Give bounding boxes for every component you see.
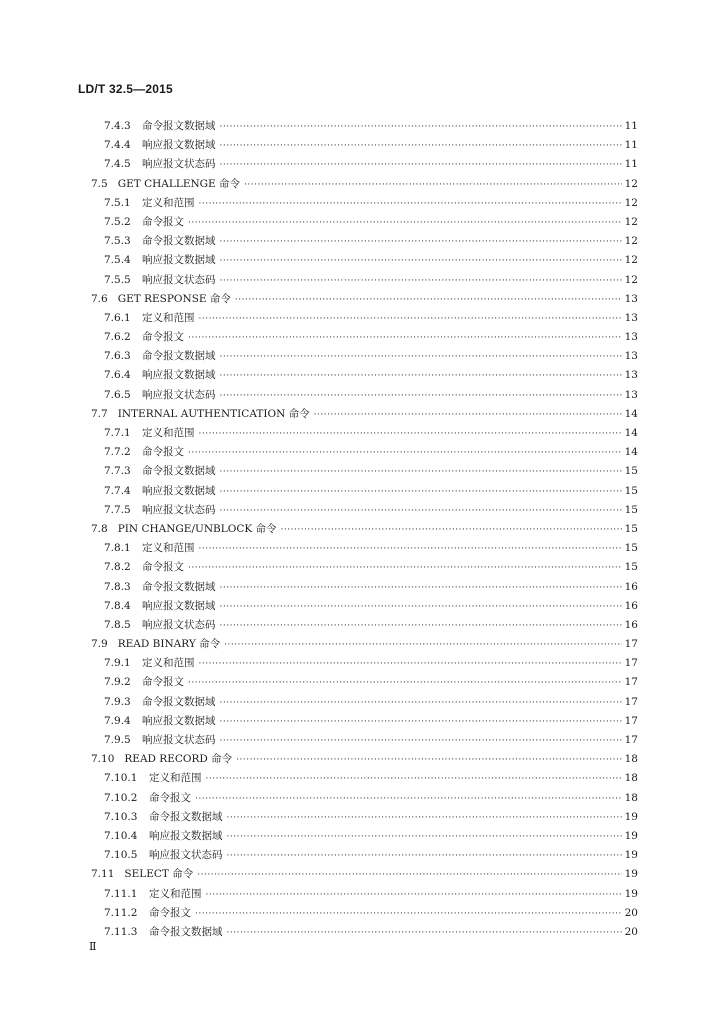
toc-entry-number: 7.8.1 <box>104 542 131 555</box>
toc-dot-leader <box>188 444 622 463</box>
toc-entry <box>0 846 722 865</box>
toc-entry-page: 15 <box>624 561 638 574</box>
toc-entry <box>0 539 722 558</box>
toc-entry-page: 13 <box>624 388 638 401</box>
toc-entry-number: 7.10.5 <box>104 849 138 862</box>
toc-entry-page: 16 <box>624 580 638 593</box>
toc-entry <box>0 290 722 309</box>
toc-entry-number: 7.7.2 <box>104 446 131 459</box>
toc-entry <box>0 251 722 270</box>
toc-entry-title: 响应报文状态码 <box>149 849 223 862</box>
toc-entry-title: 响应报文数据域 <box>142 599 216 612</box>
toc-dot-leader <box>220 694 622 713</box>
toc-entry <box>0 462 722 481</box>
toc-entry-number: 7.10.4 <box>104 829 138 842</box>
table-of-contents <box>0 117 722 942</box>
toc-dot-leader <box>220 367 622 386</box>
toc-entry <box>0 693 722 712</box>
toc-entry <box>0 923 722 942</box>
toc-entry-title: 命令报文 <box>142 331 184 344</box>
toc-entry-number: 7.6.2 <box>104 331 131 344</box>
toc-dot-leader <box>220 732 622 751</box>
toc-entry <box>0 827 722 846</box>
toc-entry-title: 命令报文数据域 <box>149 925 223 938</box>
toc-entry-title: GET RESPONSE 命令 <box>117 292 231 305</box>
toc-entry-number: 7.9 <box>91 638 108 651</box>
toc-dot-leader <box>220 156 622 175</box>
toc-entry-number: 7.9.2 <box>104 676 131 689</box>
toc-entry <box>0 405 722 424</box>
toc-entry-page: 12 <box>624 177 638 190</box>
toc-dot-leader <box>227 924 622 943</box>
toc-entry-title: SELECT 命令 <box>124 868 194 881</box>
toc-entry-title: 命令报文 <box>142 676 184 689</box>
toc-entry-number: 7.7.1 <box>104 427 131 439</box>
toc-entry <box>0 443 722 462</box>
toc-entry-page: 12 <box>624 273 638 286</box>
toc-entry-title: 命令报文 <box>142 215 184 228</box>
toc-entry-title: INTERNAL AUTHENTICATION 命令 <box>117 407 310 420</box>
toc-entry-number: 7.5 <box>91 177 108 190</box>
toc-entry-title: READ RECORD 命令 <box>124 753 233 766</box>
toc-entry <box>0 654 722 673</box>
toc-entry-number: 7.8.3 <box>104 580 131 593</box>
toc-entry <box>0 597 722 616</box>
toc-entry-number: 7.5.2 <box>104 215 131 228</box>
toc-entry-page: 14 <box>624 446 638 459</box>
toc-dot-leader <box>227 847 622 866</box>
toc-entry-number: 7.11 <box>91 868 115 881</box>
toc-entry-number: 7.11.3 <box>104 925 138 938</box>
toc-entry <box>0 808 722 827</box>
toc-entry-page: 19 <box>624 849 638 862</box>
toc-entry-number: 7.8.4 <box>104 599 131 612</box>
toc-dot-leader <box>220 463 622 482</box>
toc-entry-page: 20 <box>624 906 638 919</box>
toc-entry-title: 响应报文数据域 <box>142 139 216 152</box>
toc-entry <box>0 155 722 174</box>
toc-entry-number: 7.8 <box>91 522 108 535</box>
toc-dot-leader <box>188 559 622 578</box>
toc-dot-leader <box>195 790 622 809</box>
toc-dot-leader <box>220 272 622 291</box>
toc-entry-title: 命令报文 <box>149 791 191 804</box>
toc-entry-page: 17 <box>624 695 638 708</box>
toc-entry-number: 7.5.3 <box>104 235 131 248</box>
toc-entry <box>0 117 722 136</box>
toc-entry <box>0 520 722 539</box>
toc-dot-leader <box>199 310 622 329</box>
toc-entry-number: 7.11.1 <box>104 887 138 900</box>
toc-entry-number: 7.4.5 <box>104 158 131 171</box>
toc-entry-number: 7.7 <box>91 407 108 420</box>
toc-entry-number: 7.9.3 <box>104 695 131 708</box>
toc-entry-number: 7.11.2 <box>104 906 138 919</box>
toc-entry <box>0 347 722 366</box>
toc-dot-leader <box>227 828 622 847</box>
toc-entry <box>0 386 722 405</box>
toc-entry-number: 7.6 <box>91 292 108 305</box>
toc-entry-number: 7.6.4 <box>104 369 131 382</box>
toc-entry-title: 定义和范围 <box>142 196 195 209</box>
toc-entry-page: 13 <box>624 311 638 324</box>
toc-entry-title: GET CHALLENGE 命令 <box>117 177 241 190</box>
toc-entry-title: 定义和范围 <box>142 657 195 670</box>
toc-entry-title: 命令报文数据域 <box>142 350 216 363</box>
toc-entry-page: 11 <box>624 139 638 152</box>
page-number-footer: Ⅱ <box>89 940 97 953</box>
toc-entry-title: 响应报文状态码 <box>142 388 216 401</box>
toc-dot-leader <box>220 617 622 636</box>
toc-entry <box>0 232 722 251</box>
toc-entry-page: 20 <box>624 925 638 938</box>
toc-entry-title: 响应报文状态码 <box>142 503 216 516</box>
toc-entry <box>0 673 722 692</box>
toc-entry-number: 7.9.5 <box>104 734 131 746</box>
toc-entry <box>0 578 722 597</box>
toc-entry-page: 13 <box>624 331 638 344</box>
toc-entry-title: 命令报文数据域 <box>142 695 216 708</box>
toc-dot-leader <box>235 291 622 310</box>
toc-entry-page: 17 <box>624 714 638 727</box>
toc-entry-page: 18 <box>624 753 638 766</box>
toc-entry <box>0 194 722 213</box>
toc-entry-page: 19 <box>624 887 638 900</box>
toc-entry <box>0 865 722 884</box>
toc-dot-leader <box>244 176 622 195</box>
toc-entry-page: 19 <box>624 829 638 842</box>
toc-entry-page: 11 <box>624 158 638 171</box>
toc-dot-leader <box>206 770 622 789</box>
toc-entry-page: 14 <box>624 427 638 439</box>
toc-entry <box>0 750 722 769</box>
toc-entry-number: 7.10.2 <box>104 791 138 804</box>
toc-dot-leader <box>220 713 622 732</box>
toc-entry-page: 14 <box>624 407 638 420</box>
toc-entry-page: 17 <box>624 638 638 651</box>
toc-entry-title: 命令报文 <box>142 561 184 574</box>
toc-entry-number: 7.10 <box>91 753 115 766</box>
toc-entry-number: 7.7.5 <box>104 503 131 516</box>
toc-entry <box>0 904 722 923</box>
toc-entry <box>0 424 722 443</box>
toc-entry-page: 15 <box>624 484 638 497</box>
toc-entry <box>0 328 722 347</box>
toc-dot-leader <box>220 598 622 617</box>
toc-entry <box>0 175 722 194</box>
toc-dot-leader <box>199 425 622 444</box>
toc-entry <box>0 366 722 385</box>
toc-entry-number: 7.9.1 <box>104 657 131 670</box>
toc-entry-title: 定义和范围 <box>142 427 195 439</box>
toc-dot-leader <box>227 809 622 828</box>
toc-entry-number: 7.5.1 <box>104 196 131 209</box>
toc-entry <box>0 769 722 788</box>
toc-dot-leader <box>220 252 622 271</box>
toc-dot-leader <box>199 540 622 559</box>
toc-entry-title: 命令报文数据域 <box>142 120 216 132</box>
toc-entry-title: 命令报文数据域 <box>142 235 216 248</box>
toc-entry-title: 命令报文 <box>142 446 184 459</box>
toc-entry-page: 17 <box>624 657 638 670</box>
toc-entry-page: 13 <box>624 350 638 363</box>
toc-entry <box>0 635 722 654</box>
toc-dot-leader <box>220 483 622 502</box>
toc-dot-leader <box>281 521 622 540</box>
toc-entry-page: 18 <box>624 791 638 804</box>
toc-entry-title: 响应报文数据域 <box>142 254 216 267</box>
toc-entry-page: 17 <box>624 676 638 689</box>
toc-entry-title: 响应报文状态码 <box>142 618 216 631</box>
toc-entry-page: 16 <box>624 599 638 612</box>
toc-dot-leader <box>206 886 622 905</box>
toc-dot-leader <box>314 406 622 425</box>
toc-dot-leader <box>236 751 621 770</box>
toc-entry-title: 响应报文数据域 <box>142 484 216 497</box>
toc-entry-number: 7.4.3 <box>104 120 131 132</box>
toc-entry <box>0 271 722 290</box>
toc-entry-number: 7.7.3 <box>104 465 131 478</box>
toc-entry-title: PIN CHANGE/UNBLOCK 命令 <box>117 522 277 535</box>
toc-dot-leader <box>195 905 622 924</box>
toc-entry <box>0 482 722 501</box>
toc-entry-title: 定义和范围 <box>149 887 202 900</box>
toc-entry-page: 13 <box>624 292 638 305</box>
toc-entry-page: 13 <box>624 369 638 382</box>
toc-entry-page: 18 <box>624 772 638 785</box>
toc-entry-title: 定义和范围 <box>142 311 195 324</box>
toc-entry-title: 命令报文数据域 <box>149 810 223 823</box>
toc-entry <box>0 136 722 155</box>
toc-entry-page: 12 <box>624 235 638 248</box>
toc-dot-leader <box>220 502 622 521</box>
toc-dot-leader <box>220 387 622 406</box>
toc-entry-title: 响应报文数据域 <box>142 714 216 727</box>
toc-entry <box>0 558 722 577</box>
toc-entry-title: 响应报文状态码 <box>142 273 216 286</box>
toc-entry-number: 7.9.4 <box>104 714 131 727</box>
toc-entry-number: 7.6.3 <box>104 350 131 363</box>
toc-entry <box>0 789 722 808</box>
toc-dot-leader <box>199 195 622 214</box>
toc-entry-title: 响应报文状态码 <box>142 734 216 746</box>
toc-entry-title: 定义和范围 <box>142 542 195 555</box>
toc-dot-leader <box>220 137 622 156</box>
document-code-header: LD/T 32.5—2015 <box>78 82 173 96</box>
toc-entry-title: READ BINARY 命令 <box>117 638 221 651</box>
toc-entry-page: 15 <box>624 503 638 516</box>
toc-entry <box>0 213 722 232</box>
toc-entry-number: 7.8.5 <box>104 618 131 631</box>
toc-entry-title: 命令报文数据域 <box>142 580 216 593</box>
toc-entry-page: 15 <box>624 522 638 535</box>
toc-entry <box>0 731 722 750</box>
toc-dot-leader <box>224 636 622 655</box>
toc-dot-leader <box>220 233 622 252</box>
toc-entry-page: 19 <box>624 810 638 823</box>
toc-dot-leader <box>197 866 621 885</box>
toc-entry <box>0 501 722 520</box>
toc-dot-leader <box>188 214 622 233</box>
toc-dot-leader <box>199 655 622 674</box>
toc-entry-number: 7.8.2 <box>104 561 131 574</box>
toc-entry-page: 11 <box>624 120 638 132</box>
toc-entry-number: 7.4.4 <box>104 139 131 152</box>
toc-entry-number: 7.5.5 <box>104 273 131 286</box>
toc-dot-leader <box>220 348 622 367</box>
toc-entry-page: 17 <box>624 734 638 746</box>
toc-entry <box>0 712 722 731</box>
toc-entry-title: 响应报文数据域 <box>142 369 216 382</box>
toc-entry-number: 7.7.4 <box>104 484 131 497</box>
toc-entry-number: 7.6.5 <box>104 388 131 401</box>
toc-entry-title: 定义和范围 <box>149 772 202 785</box>
toc-dot-leader <box>220 579 622 598</box>
toc-entry-number: 7.10.1 <box>104 772 138 785</box>
toc-entry-title: 响应报文数据域 <box>149 829 223 842</box>
toc-entry-title: 响应报文状态码 <box>142 158 216 171</box>
toc-entry-page: 12 <box>624 215 638 228</box>
toc-dot-leader <box>188 329 622 348</box>
toc-entry-number: 7.5.4 <box>104 254 131 267</box>
toc-entry-title: 命令报文数据域 <box>142 465 216 478</box>
toc-entry-page: 19 <box>624 868 638 881</box>
toc-entry-page: 12 <box>624 196 638 209</box>
toc-entry <box>0 885 722 904</box>
toc-entry-page: 16 <box>624 618 638 631</box>
toc-entry-page: 15 <box>624 542 638 555</box>
toc-dot-leader <box>220 118 622 137</box>
toc-entry-title: 命令报文 <box>149 906 191 919</box>
toc-entry <box>0 309 722 328</box>
toc-entry <box>0 616 722 635</box>
toc-entry-page: 15 <box>624 465 638 478</box>
toc-dot-leader <box>188 674 622 693</box>
toc-entry-page: 12 <box>624 254 638 267</box>
toc-entry-number: 7.6.1 <box>104 311 131 324</box>
toc-entry-number: 7.10.3 <box>104 810 138 823</box>
